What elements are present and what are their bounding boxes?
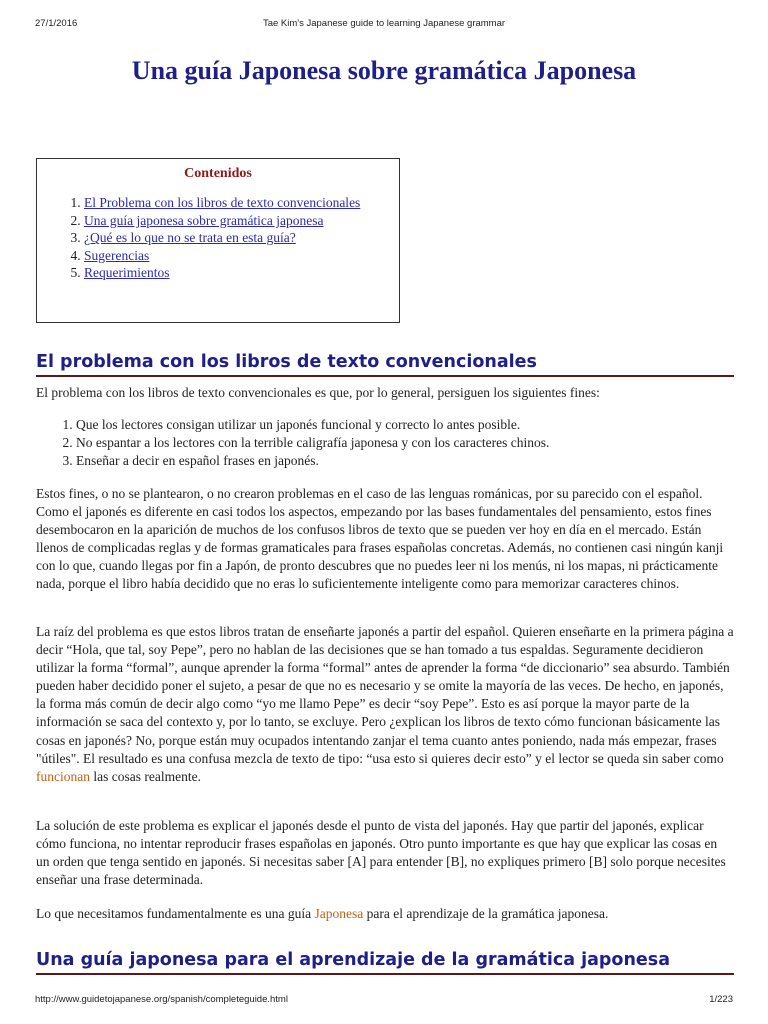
goal-item: 1. Que los lectores consigan utilizar un japonés funcional y correcto lo antes posible.	[76, 416, 768, 434]
toc-link-sugerencias[interactable]: Sugerencias	[84, 247, 150, 263]
toc-list	[37, 194, 399, 282]
goal-item: 2. No espantar a los lectores con la terrible caligrafía japonesa y con los caracteres chinos.	[76, 434, 768, 452]
highlight-funcionan: funcionan	[36, 768, 90, 784]
page-title: Una guía Japonesa sobre gramática Japonesa	[131, 56, 637, 85]
toc-link-no-se-trata[interactable]: ¿Qué es lo que no se trata en esta guía?	[84, 230, 296, 246]
toc-item	[84, 264, 399, 282]
toc-item	[84, 194, 399, 212]
toc-link-problema[interactable]: El Problema con los libros de texto convencionales	[84, 195, 361, 210]
print-footer	[35, 994, 733, 1010]
toc-item	[84, 229, 399, 247]
paragraph-2	[36, 623, 734, 786]
section-heading-problema: El problema con los libros de texto convencionales	[36, 352, 734, 377]
print-date: 27/1/2016	[35, 18, 78, 29]
page-number: 1/223	[709, 994, 733, 1005]
toc-link-guia[interactable]: Una guía japonesa sobre gramática japonesa	[84, 212, 324, 228]
paragraph-4-text: Lo que necesitamos fundamentalmente es una guía	[36, 906, 315, 921]
paragraph-4-end: para el aprendizaje de la gramática japonesa.	[363, 906, 609, 921]
toc-item	[84, 247, 399, 265]
goal-item: 3. Enseñar a decir en español frases en japonés.	[76, 452, 768, 470]
paragraph-4	[36, 905, 734, 923]
print-header	[35, 14, 733, 30]
goals-list	[36, 416, 768, 470]
toc-link-requerimientos[interactable]: Requerimientos	[84, 265, 170, 281]
toc-title: Contenidos	[184, 166, 252, 181]
intro-paragraph: El problema con los libros de texto convencionales es que, por lo general, persiguen los siguientes fines:	[36, 385, 600, 400]
print-url: http://www.guidetojapanese.org/spanish/completeguide.html	[35, 994, 288, 1005]
table-of-contents	[36, 158, 400, 323]
section-heading-guia: Una guía japonesa para el aprendizaje de la gramática japonesa	[36, 950, 734, 975]
print-page-title: Tae Kim's Japanese guide to learning Japanese grammar	[262, 18, 506, 29]
paragraph-1: Estos fines, o no se plantearon, o no crearon problemas en el caso de las lenguas románicas, por su parecido con el español. Como el japonés es diferente en casi todos los aspectos, empezando por las bases fundamentales del pensamiento, estos fines desembocaron en la aparición de muchos de los confusos libros de texto que se pueden ver hoy en día en el mercado. Están llenos de complicadas reglas y de formas gramaticales para frases españolas concretas. Además, no contienen casi ningún kanji con lo que, cuando llegas por fin a Japón, de pronto descubres que no puedes leer ni los menús, ni los mapas, ni prácticamente nada, porque el libro había decidido que no eras lo suficientemente inteligente como para memorizar caracteres chinos.	[36, 486, 724, 592]
paragraph-2-text: La raíz del problema es que estos libros tratan de enseñarte japonés a partir del español. Quieren enseñarte en la primera página a decir “Hola, que tal, soy Pepe”, pero no hablan de las decisiones que se han tomado a tus espaldas. Seguramente decidieron utilizar la forma “formal”, aunque aprender la forma “formal” antes de aprender la forma “de diccionario” sea absurdo. También pueden haber decidido poner el sujeto, a pesar de que no es necesario y se omite la mayoría de las veces. De hecho, en japonés, la forma más común de decir algo como “yo me llamo Pepe” es decir “soy Pepe”. Esto es así porque la mayor parte de la información se saca del contexto y, por lo tanto, se excluye. Pero ¿explican los libros de texto cómo funcionan básicamente las cosas en japonés? No, porque están muy ocupados intentando zanjar el tema cuanto antes poniendo, nada más empezar, frases "útiles". El resultado es una confusa mezcla de texto de tipo: “usa esto si quieres decir esto” y el lector se queda sin saber como	[36, 624, 734, 766]
highlight-japonesa: Japonesa	[314, 906, 364, 921]
paragraph-3: La solución de este problema es explicar el japonés desde el punto de vista del japonés. Hay que partir del japonés, explicar cómo funciona, no intentar reproducir frases españolas en japonés. Otro punto importante es que hay que explicar las cosas en un orden que tenga sentido en japonés. Si necesitas saber [A] para entender [B], no expliques primero [B] solo porque necesites enseñar una frase determinada.	[36, 818, 726, 888]
toc-item	[84, 212, 399, 230]
paragraph-2-end: las cosas realmente.	[89, 768, 201, 784]
